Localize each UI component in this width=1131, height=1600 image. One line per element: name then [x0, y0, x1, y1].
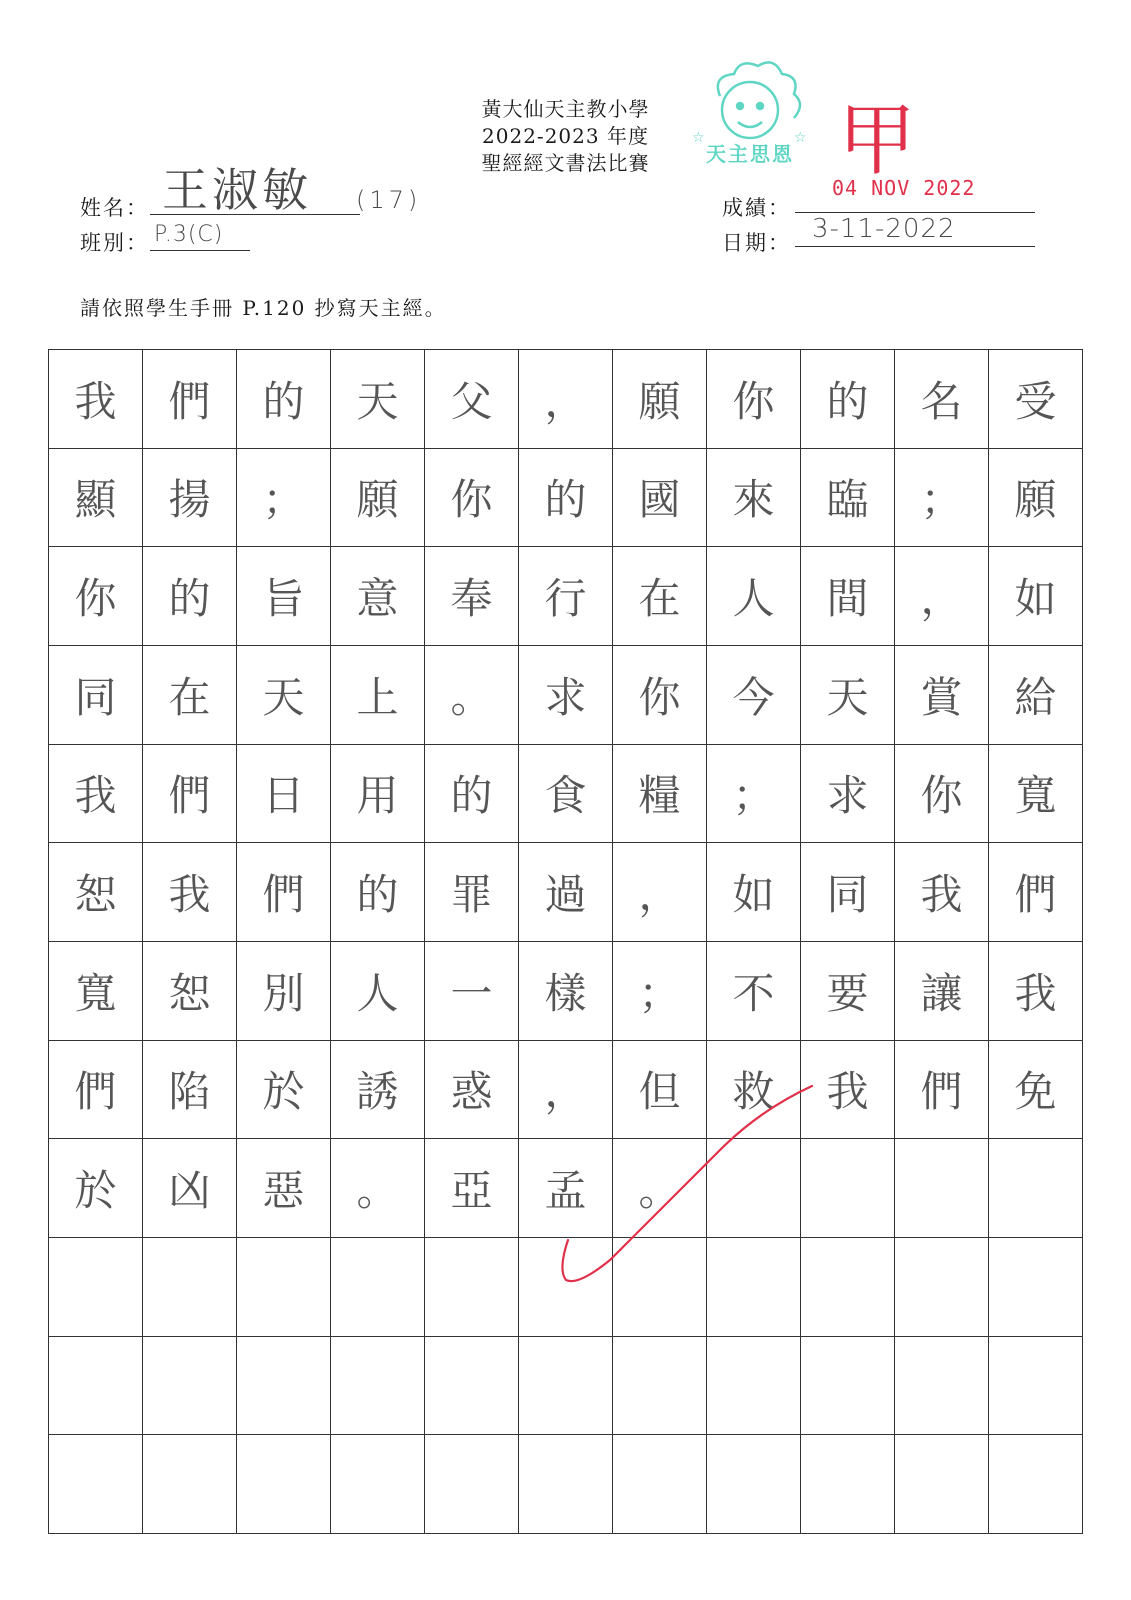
grade-label: 成績：: [722, 196, 791, 220]
school-name: 黃大仙天主教小學: [481, 97, 650, 121]
grid-cell: ；: [237, 449, 331, 548]
grid-cell: 亞: [425, 1139, 519, 1238]
grid-cell: 國: [613, 449, 707, 548]
event-title: 聖經經文書法比賽: [481, 151, 650, 175]
grid-cell: 的: [519, 449, 613, 548]
grid-cell: [143, 1435, 237, 1534]
grid-cell: ，: [613, 843, 707, 942]
grid-cell: 恕: [49, 843, 143, 942]
grid-cell: [989, 1238, 1083, 1337]
grid-cell: 受: [989, 350, 1083, 449]
grid-cell: [425, 1337, 519, 1436]
stamp-text: 天主思恩: [706, 142, 794, 166]
grid-cell: 在: [613, 547, 707, 646]
grid-cell: 你: [613, 646, 707, 745]
class-value: P.3(C): [154, 222, 224, 247]
grid-cell: [707, 1337, 801, 1436]
grid-cell: 我: [895, 843, 989, 942]
grid-cell: 讓: [895, 942, 989, 1041]
grid-cell: 的: [801, 350, 895, 449]
grid-cell: 們: [49, 1041, 143, 1140]
grid-cell: [49, 1337, 143, 1436]
grid-cell: [143, 1238, 237, 1337]
grid-cell: 要: [801, 942, 895, 1041]
grid-cell: 你: [425, 449, 519, 548]
grid-cell: [519, 1337, 613, 1436]
grid-cell: 。: [425, 646, 519, 745]
grid-cell: 我: [49, 350, 143, 449]
grid-cell: 今: [707, 646, 801, 745]
grid-cell: ，: [519, 1041, 613, 1140]
grid-cell: 。: [613, 1139, 707, 1238]
grid-cell: [707, 1435, 801, 1534]
svg-text:☆: ☆: [692, 130, 705, 146]
name-label: 姓名：: [80, 196, 149, 220]
grid-cell: ；: [613, 942, 707, 1041]
grid-cell: 願: [989, 449, 1083, 548]
grid-cell: 願: [613, 350, 707, 449]
grid-cell: 免: [989, 1041, 1083, 1140]
grid-cell: 用: [331, 745, 425, 844]
grid-cell: 來: [707, 449, 801, 548]
grid-cell: [425, 1435, 519, 1534]
grid-cell: 上: [331, 646, 425, 745]
grid-cell: 名: [895, 350, 989, 449]
grid-cell: 意: [331, 547, 425, 646]
grid-cell: 天: [237, 646, 331, 745]
grid-cell: 我: [989, 942, 1083, 1041]
grid-cell: ，: [519, 350, 613, 449]
grid-cell: 同: [49, 646, 143, 745]
grid-cell: [331, 1435, 425, 1534]
grid-cell: [425, 1238, 519, 1337]
grid-cell: 們: [237, 843, 331, 942]
grid-cell: 我: [801, 1041, 895, 1140]
grid-cell: 孟: [519, 1139, 613, 1238]
student-number: (17): [356, 186, 422, 214]
grid-cell: [895, 1337, 989, 1436]
grid-cell: 樣: [519, 942, 613, 1041]
grid-cell: [49, 1238, 143, 1337]
grid-cell: 過: [519, 843, 613, 942]
grid-cell: 救: [707, 1041, 801, 1140]
grid-cell: 但: [613, 1041, 707, 1140]
grid-cell: 同: [801, 843, 895, 942]
grid-cell: [331, 1337, 425, 1436]
grid-cell: 如: [989, 547, 1083, 646]
class-underline: [150, 250, 250, 251]
date-value: 3-11-2022: [812, 214, 956, 244]
grid-cell: 願: [331, 449, 425, 548]
grid-cell: 人: [707, 547, 801, 646]
grid-cell: 賞: [895, 646, 989, 745]
grid-cell: 的: [425, 745, 519, 844]
grid-cell: 的: [237, 350, 331, 449]
grid-cell: [613, 1435, 707, 1534]
grid-cell: [801, 1435, 895, 1534]
grid-cell: 罪: [425, 843, 519, 942]
school-year: 2022-2023 年度: [482, 124, 649, 148]
grid-cell: 在: [143, 646, 237, 745]
grid-cell: 的: [331, 843, 425, 942]
grid-cell: [519, 1435, 613, 1534]
grid-cell: 。: [331, 1139, 425, 1238]
grid-cell: 惑: [425, 1041, 519, 1140]
grid-cell: [237, 1435, 331, 1534]
date-underline: [795, 246, 1035, 247]
grid-cell: 間: [801, 547, 895, 646]
grid-cell: 天: [801, 646, 895, 745]
grid-cell: 你: [895, 745, 989, 844]
grid-cell: 天: [331, 350, 425, 449]
grid-cell: 們: [143, 350, 237, 449]
grid-cell: 的: [143, 547, 237, 646]
grid-cell: 揚: [143, 449, 237, 548]
grid-cell: [143, 1337, 237, 1436]
class-label: 班別：: [80, 231, 149, 255]
grid-cell: 食: [519, 745, 613, 844]
svg-text:☆: ☆: [794, 130, 807, 146]
grade-mark: 甲: [838, 96, 917, 186]
grid-cell: 於: [237, 1041, 331, 1140]
grid-cell: 我: [143, 843, 237, 942]
grid-cell: 行: [519, 547, 613, 646]
grid-cell: 凶: [143, 1139, 237, 1238]
grid-cell: [989, 1337, 1083, 1436]
name-value: 王淑敏: [162, 163, 312, 217]
instruction-text: 請依照學生手冊 P.120 抄寫天主經。: [80, 296, 447, 320]
grid-cell: ，: [895, 547, 989, 646]
grid-cell: [895, 1435, 989, 1534]
grid-cell: [989, 1139, 1083, 1238]
grid-cell: [895, 1139, 989, 1238]
grid-cell: 顯: [49, 449, 143, 548]
grid-cell: 日: [237, 745, 331, 844]
grid-cell: 於: [49, 1139, 143, 1238]
check-mark-icon: [550, 1080, 830, 1300]
grid-cell: [613, 1337, 707, 1436]
grid-cell: 陷: [143, 1041, 237, 1140]
grade-underline: [795, 212, 1035, 213]
grid-cell: 寬: [989, 745, 1083, 844]
grid-cell: [801, 1337, 895, 1436]
grid-cell: 求: [519, 646, 613, 745]
writing-grid: [48, 349, 1083, 1534]
grid-cell: 你: [707, 350, 801, 449]
grid-cell: 奉: [425, 547, 519, 646]
grid-cell: 你: [49, 547, 143, 646]
grid-cell: [49, 1435, 143, 1534]
stamp-icon: [686, 52, 814, 180]
grid-cell: 旨: [237, 547, 331, 646]
grid-cell: 們: [895, 1041, 989, 1140]
grid-cell: 不: [707, 942, 801, 1041]
grid-cell: 一: [425, 942, 519, 1041]
grid-cell: [237, 1238, 331, 1337]
grid-cell: 寬: [49, 942, 143, 1041]
grid-cell: 如: [707, 843, 801, 942]
grid-cell: ；: [895, 449, 989, 548]
grid-cell: [895, 1238, 989, 1337]
grid-cell: [331, 1238, 425, 1337]
grid-cell: 別: [237, 942, 331, 1041]
grid-cell: 們: [989, 843, 1083, 942]
grid-cell: [989, 1435, 1083, 1534]
grid-cell: ；: [707, 745, 801, 844]
grid-cell: 臨: [801, 449, 895, 548]
grid-cell: 父: [425, 350, 519, 449]
date-label: 日期：: [722, 231, 791, 255]
grid-cell: 惡: [237, 1139, 331, 1238]
grid-cell: 誘: [331, 1041, 425, 1140]
grid-cell: 我: [49, 745, 143, 844]
grid-cell: [237, 1337, 331, 1436]
grid-cell: 們: [143, 745, 237, 844]
grid-cell: 給: [989, 646, 1083, 745]
grid-cell: 求: [801, 745, 895, 844]
date-stamp: 04 NOV 2022: [832, 176, 976, 200]
grid-cell: 糧: [613, 745, 707, 844]
grid-cell: 恕: [143, 942, 237, 1041]
grid-cell: 人: [331, 942, 425, 1041]
